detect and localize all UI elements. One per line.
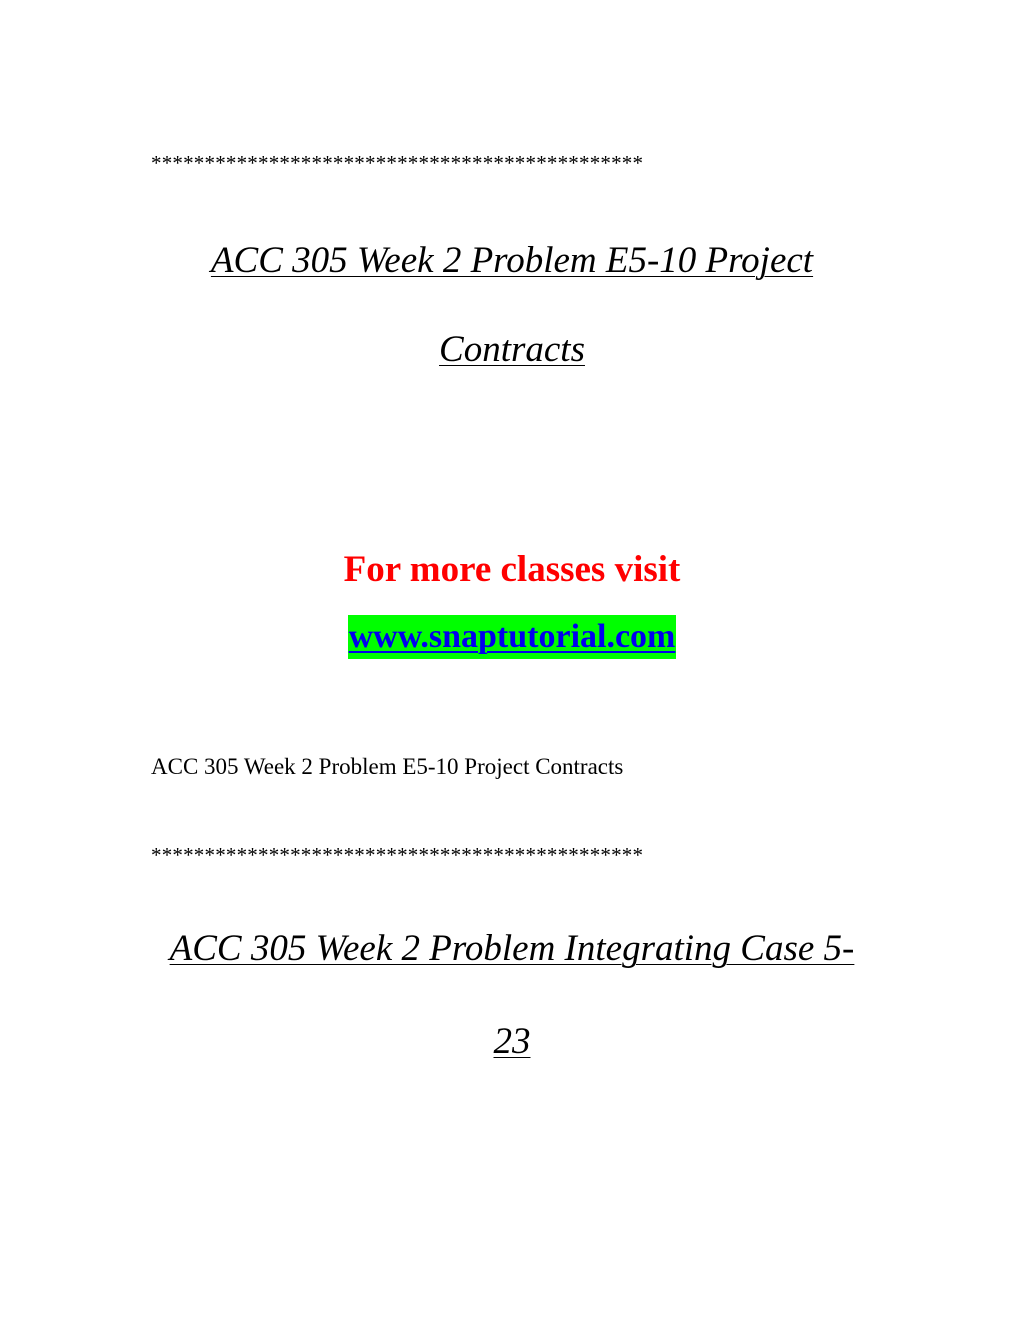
description-text: ACC 305 Week 2 Problem E5-10 Project Contracts	[151, 754, 624, 779]
title-2-line-1: ACC 305 Week 2 Problem Integrating Case 5-	[169, 928, 855, 969]
snaptutorial-link[interactable]: www.snaptutorial.com	[348, 615, 677, 659]
top-separator: **********************************************	[151, 151, 644, 175]
promo-visit-text: For more classes visit	[343, 549, 681, 590]
title-1-line-1: ACC 305 Week 2 Problem E5-10 Project	[210, 240, 814, 281]
bottom-separator: **********************************************	[151, 843, 644, 867]
title-1-line-2: Contracts	[439, 329, 585, 370]
title-2-line-2: 23	[493, 1021, 531, 1062]
